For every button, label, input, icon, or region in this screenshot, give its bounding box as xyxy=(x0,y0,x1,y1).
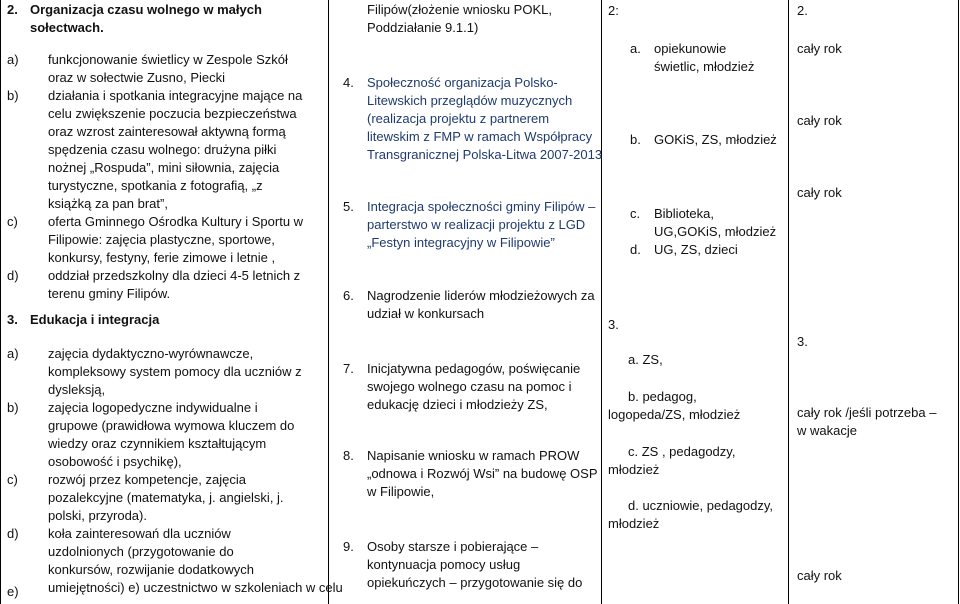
list-item-line: działania i spotkania integracyjne mające na xyxy=(48,88,303,103)
period-value: cały rok /jeśli potrzeba – xyxy=(797,405,937,420)
period-value: cały rok xyxy=(797,41,842,56)
item-line: Transgranicznej Polska-Litwa 2007-2013 xyxy=(367,147,603,162)
list-item-line: logopeda/ZS, młodzież xyxy=(608,407,741,422)
list-item-line: oddział przedszkolny dla dzieci 4-5 letnich z xyxy=(48,268,301,283)
list-marker: d) xyxy=(7,268,19,283)
list-item-line: pozalekcyjne (matematyka, j. angielski, j. xyxy=(48,490,284,505)
list-item-line: oraz w sołectwie Zusno, Piecki xyxy=(48,70,226,85)
section-number: 3. xyxy=(608,317,619,332)
list-item-line: wiedzy oraz czynnikiem kształtującym xyxy=(48,436,267,451)
list-item-line: funkcjonowanie świetlicy w Zespole Szkół xyxy=(48,52,288,67)
item-line: (realizacja projektu z partnerem xyxy=(367,111,550,126)
list-item-line: GOKiS, ZS, młodzież xyxy=(654,132,777,147)
list-item-line: książką za pan brat”, xyxy=(48,196,168,211)
list-item-line: polski, przyroda). xyxy=(48,508,147,523)
list-item-line: umiejętności) e) uczestnictwo w szkoleniach w celu xyxy=(48,580,343,595)
list-item-line: młodzież xyxy=(608,516,660,531)
list-item-line: oraz wzrost zainteresował aktywną formą xyxy=(48,124,286,139)
list-item-line: oferta Gminnego Ośrodka Kultury i Sportu w xyxy=(48,214,304,229)
list-item-line: b. pedagog, xyxy=(628,389,697,404)
list-item-line: c. ZS , pedagodzy, xyxy=(628,444,736,459)
list-item-line: zajęcia logopedyczne indywidualne i xyxy=(48,400,258,415)
list-item-line: konkursów, rozwijanie dodatkowych xyxy=(48,562,254,577)
period-value: cały rok xyxy=(797,113,842,128)
item-number: 6. xyxy=(343,288,354,303)
list-item-line: UG, ZS, dzieci xyxy=(654,242,738,257)
list-marker: d) xyxy=(7,526,19,541)
list-marker: a) xyxy=(7,346,19,361)
item-line: „odnowa i Rozwój Wsi” na budowę OSP xyxy=(367,466,598,481)
list-marker: a. xyxy=(630,41,641,56)
list-marker: e) xyxy=(7,584,19,599)
list-item-line: konkursy, festyny, ferie zimowe i letnie , xyxy=(48,250,276,265)
list-item-line: grupowe (prawidłowa wymowa kluczem do xyxy=(48,418,295,433)
item-line: litewskim z FMP w ramach Współpracy xyxy=(367,129,593,144)
item-number: 4. xyxy=(343,75,354,90)
item-line: opiekuńczych – przygotowanie się do xyxy=(367,575,583,590)
column-divider xyxy=(788,0,789,604)
list-item-line: nożnej „Rospuda”, mini siłownia, zajęcia xyxy=(48,160,280,175)
list-marker: c) xyxy=(7,214,18,229)
column-divider xyxy=(0,0,1,604)
item-number: 5. xyxy=(343,199,354,214)
item-line: Litewskich przeglądów muzycznych xyxy=(367,93,573,108)
item-line: kontynuacja pomocy usług xyxy=(367,557,521,572)
column-divider xyxy=(328,0,329,604)
period-value: w wakacje xyxy=(797,423,857,438)
item-number: 9. xyxy=(343,539,354,554)
list-item-line: młodzież xyxy=(608,462,660,477)
item-line: edukację dzieci i młodzieży ZS, xyxy=(367,397,548,412)
item-line: „Festyn integracyjny w Filipowie” xyxy=(367,235,555,250)
item-line: w Filipowie, xyxy=(367,484,435,499)
item-line: Osoby starsze i pobierające – xyxy=(367,539,539,554)
section-number: 3. xyxy=(7,312,18,327)
section-heading: Edukacja i integracja xyxy=(30,312,160,327)
list-item-line: d. uczniowie, pedagodzy, xyxy=(628,498,774,513)
list-item-line: rozwój przez kompetencje, zajęcia xyxy=(48,472,246,487)
list-marker: c. xyxy=(630,206,641,221)
list-item-line: UG,GOKiS, młodzież xyxy=(654,224,777,239)
section-heading: sołectwach. xyxy=(30,20,104,35)
item-line: Nagrodzenie liderów młodzieżowych za xyxy=(367,288,595,303)
item-number: 7. xyxy=(343,361,354,376)
item-line: Integracja społeczności gminy Filipów – xyxy=(367,199,596,214)
list-item-line: kompleksowy system pomocy dla uczniów z xyxy=(48,364,302,379)
list-item-line: uzdolnionych (przygotowanie do xyxy=(48,544,234,559)
item-line: udział w konkursach xyxy=(367,306,485,321)
list-marker: b) xyxy=(7,400,19,415)
list-marker: b) xyxy=(7,88,19,103)
list-item-line: osobowość i psychikę), xyxy=(48,454,182,469)
section-number: 2. xyxy=(797,3,808,18)
list-item-line: spędzenia czasu wolnego: drużyna piłki xyxy=(48,142,277,157)
item-line: Poddziałanie 9.1.1) xyxy=(367,20,479,35)
period-value: cały rok xyxy=(797,568,842,583)
column-divider xyxy=(601,0,602,604)
list-item-line: Biblioteka, xyxy=(654,206,714,221)
item-line: swojego wolnego czasu na pomoc i xyxy=(367,379,572,394)
list-item-line: celu zwiększenie poczucia bezpieczeństwa xyxy=(48,106,297,121)
item-line: Napisanie wniosku w ramach PROW xyxy=(367,448,580,463)
list-item-line: Filipowie: zajęcia plastyczne, sportowe, xyxy=(48,232,275,247)
period-value: cały rok xyxy=(797,185,842,200)
list-marker: d. xyxy=(630,242,641,257)
item-number: 8. xyxy=(343,448,354,463)
list-item-line: dysleksją, xyxy=(48,382,106,397)
section-number: 3. xyxy=(797,334,808,349)
section-number: 2. xyxy=(7,2,18,17)
list-item-line: opiekunowie xyxy=(654,41,727,56)
list-item-line: koła zainteresowań dla uczniów xyxy=(48,526,231,541)
item-line: Filipów(złożenie wniosku POKL, xyxy=(367,2,552,17)
list-item-line: terenu gminy Filipów. xyxy=(48,286,171,301)
column-divider xyxy=(958,0,959,604)
section-heading: Organizacja czasu wolnego w małych xyxy=(30,2,262,17)
list-marker: c) xyxy=(7,472,18,487)
list-item-line: a. ZS, xyxy=(628,352,663,367)
list-marker: b. xyxy=(630,132,641,147)
list-item-line: turystyczne, spotkania z fotografią, „z xyxy=(48,178,263,193)
list-marker: a) xyxy=(7,52,19,67)
list-item-line: zajęcia dydaktyczno-wyrównawcze, xyxy=(48,346,254,361)
item-line: parterstwo w realizacji projektu z LGD xyxy=(367,217,586,232)
section-number: 2: xyxy=(608,3,619,18)
list-item-line: świetlic, młodzież xyxy=(654,59,755,74)
item-line: Społeczność organizacja Polsko- xyxy=(367,75,558,90)
item-line: Inicjatywna pedagogów, poświęcanie xyxy=(367,361,581,376)
